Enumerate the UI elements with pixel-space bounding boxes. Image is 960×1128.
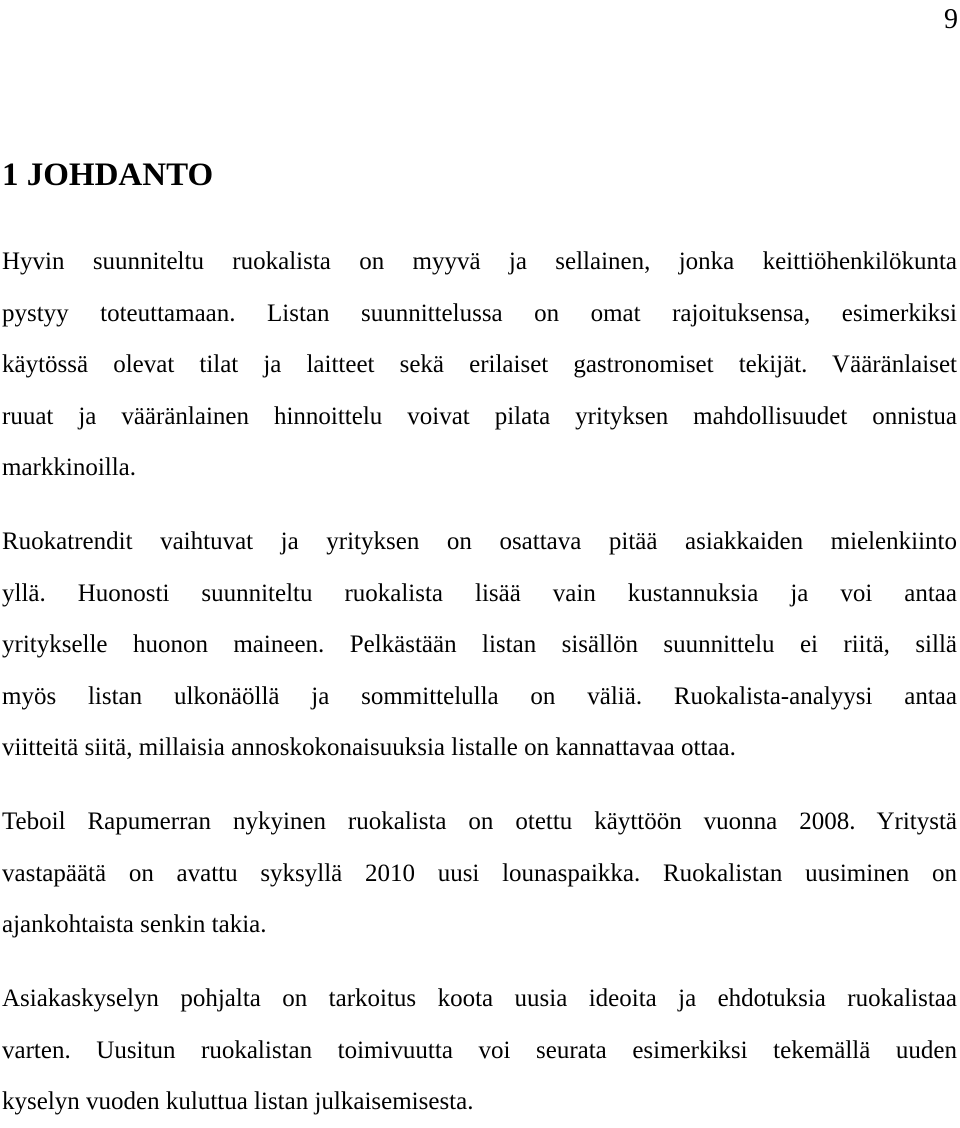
paragraph-line: yritykselle huonon maineen. Pelkästään listan sisällön suunnittelu ei riitä, sillä (2, 631, 957, 658)
paragraph-intro (2, 236, 957, 494)
paragraph-line: Hyvin suunniteltu ruokalista on myyvä ja sellainen, jonka keittiöhenkilökunta (2, 248, 957, 275)
paragraph-line: yllä. Huonosti suunniteltu ruokalista lisää vain kustannuksia ja voi antaa (2, 579, 957, 607)
paragraph-line: myös listan ulkonäöllä ja sommittelulla on väliä. Ruokalista-analyysi antaa (2, 682, 957, 710)
paragraph-line: vastapäätä on avattu syksyllä 2010 uusi lounaspaikka. Ruokalistan uusiminen on (2, 859, 957, 887)
paragraph-trends (2, 516, 957, 774)
paragraph-line: ruuat ja vääränlainen hinnoittelu voivat pilata yrityksen mahdollisuudet onnistua (2, 402, 957, 430)
page-number: 9 (944, 4, 958, 35)
paragraph-current-menu (2, 796, 957, 951)
paragraph-line: Teboil Rapumerran nykyinen ruokalista on otettu käyttöön vuonna 2008. Yritystä (2, 808, 957, 835)
paragraph-line: pystyy toteuttamaan. Listan suunnittelussa on omat rajoituksensa, esimerkiksi (2, 299, 957, 327)
paragraph-line: Ruokatrendit vaihtuvat ja yrityksen on osattava pitää asiakkaiden mielenkiinto (2, 528, 957, 555)
paragraph-line: markkinoilla. (2, 454, 136, 481)
paragraph-line: Asiakaskyselyn pohjalta on tarkoitus koota uusia ideoita ja ehdotuksia ruokalistaa (2, 985, 957, 1012)
section-heading: 1 JOHDANTO (2, 157, 214, 193)
paragraph-survey (2, 973, 957, 1128)
paragraph-line: ajankohtaista senkin takia. (2, 911, 267, 938)
paragraph-line: viitteitä siitä, millaisia annoskokonaisuuksia listalle on kannattavaa ottaa. (2, 734, 736, 761)
paragraph-line: varten. Uusitun ruokalistan toimivuutta voi seurata esimerkiksi tekemällä uuden (2, 1036, 957, 1064)
paragraph-line: kyselyn vuoden kuluttua listan julkaisemisesta. (2, 1088, 474, 1115)
paragraph-line: käytössä olevat tilat ja laitteet sekä erilaiset gastronomiset tekijät. Vääränlaiset (2, 351, 957, 378)
